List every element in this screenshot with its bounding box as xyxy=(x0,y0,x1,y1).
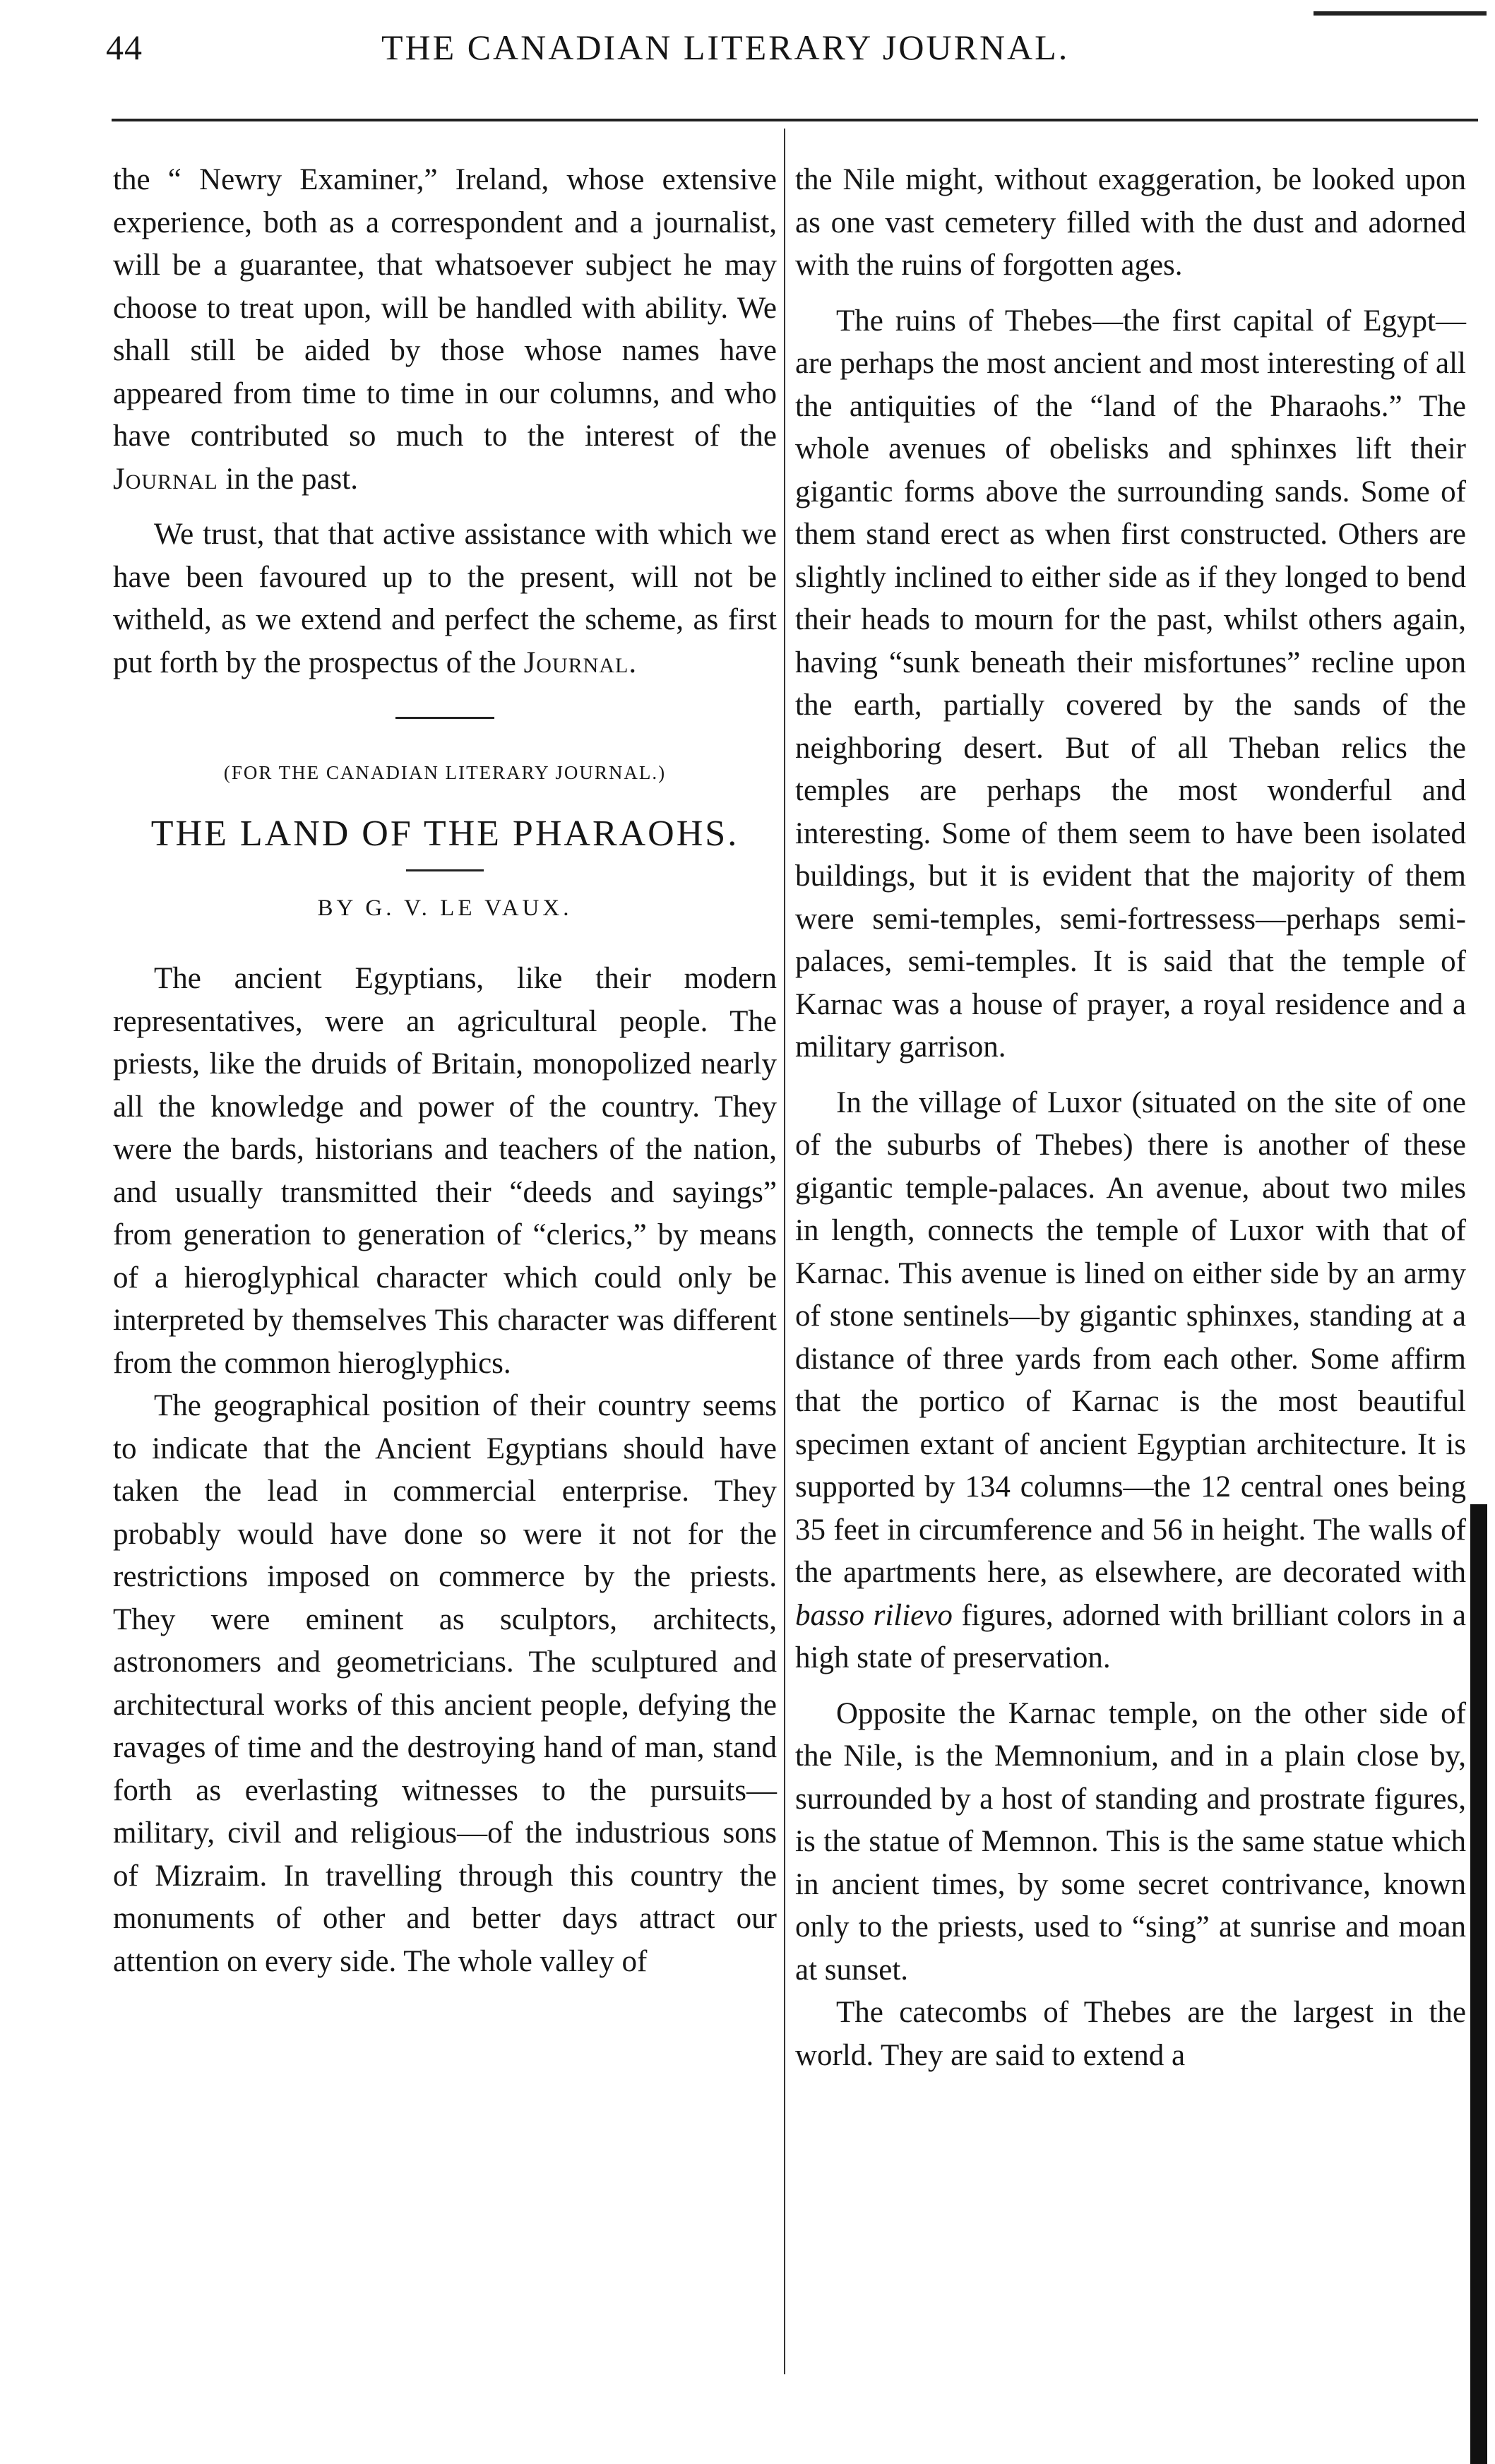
left-column xyxy=(113,159,777,1983)
article-paragraph: The ancient Egyptians, like their modern representatives, were an agricultural people. The priests, like the druids of Britain, monopolized nearly all the knowledge and power of the country. They were the bards, historians and teachers of the nation, and usually transmitted their “deeds and sayings” from generation to generation of “clerics,” by means of a hieroglyphical character which could only be interpreted by themselves This character was different from the common hieroglyphics. xyxy=(113,962,777,1380)
article-title: THE LAND OF THE PHARAOHS. xyxy=(150,813,739,854)
scan-edge-shadow xyxy=(1470,1504,1487,2464)
top-edge-rule xyxy=(1314,11,1487,16)
continued-paragraph: the “ Newry Examiner,” Ireland, whose extensive experience, both as a correspondent and a journalist, will be a guarantee, that whatsoever subject he may choose to treat upon, will be handled with ability. We shall still be aided by those whose names have appeared from time to time in our columns, and who have contributed so much to the interest of the Journal in the past. xyxy=(113,163,777,496)
italic-term: basso rilievo xyxy=(795,1598,953,1632)
article-paragraph: In the village of Luxor (situated on the site of one of the suburbs of Thebes) there is another of these gigantic temple-palaces. An avenue, about two miles in length, connects the temple of Luxor with that of Karnac. This avenue is lined on either side by an army of stone sentinels—by gigantic sphinxes, standing at a distance of three yards from each other. Some affirm that the portico of Karnac is the most beautiful specimen extant of ancient Egyptian architecture. It is supported by 134 columns—the 12 central ones being 35 feet in circumference and 56 in height. The walls of the apartments here, as elsewhere, are decorated with basso rilievo figures, adorned with brilliant colors in a high state of preservation. xyxy=(795,1085,1466,1674)
running-head: THE CANADIAN LITERARY JOURNAL. xyxy=(381,28,1070,67)
right-column xyxy=(795,159,1466,2077)
article-paragraph: The ruins of Thebes—the first capital of Egypt—are perhaps the most ancient and most interesting of all the antiquities of the “land of the Pharaohs.” The whole avenues of obelisks and sphinxes lift their gigantic forms above the surrounding sands. Some of them stand erect as when first constructed. Others are slightly inclined to either side as if they longed to bend their heads to mourn for the past, whilst others again, having “sunk beneath their misfortunes” recline upon the earth, partially covered by the sands of the neighboring desert. But of all Theban relics the temples are perhaps the most wonderful and interesting. Some of them seem to have been isolated buildings, but it is evident that the majority of them were semi-temples, semi-fortressess—perhaps semi-palaces, semi-temples. It is said that the temple of Karnac was a house of prayer, a royal residence and a military garrison. xyxy=(795,304,1466,1064)
article-paragraph: The geographical position of their country seems to indicate that the Ancient Egyptians should have taken the lead in commercial enterprise. They probably would have done so were it not for the restrictions imposed on commerce by the priests. They were eminent as sculptors, architects, astronomers and geometricians. The sculptured and architectural works of this ancient people, defying the ravages of time and the destroying hand of man, stand forth as everlasting witnesses to the pursuits—military, civil and religious—of the industrious sons of Mizraim. In travelling through this country the monuments of other and better days attract our attention on every side. The whole valley of xyxy=(113,1389,777,1978)
article-paragraph: the Nile might, without exaggeration, be looked upon as one vast cemetery filled with the dust and adorned with the ruins of forgotten ages. xyxy=(795,163,1466,282)
header-rule xyxy=(112,119,1478,121)
journal-name: Journal xyxy=(113,462,218,496)
article-paragraph: The catecombs of Thebes are the largest in the world. They are said to extend a xyxy=(795,1996,1466,2072)
page-number: 44 xyxy=(106,28,143,67)
column-divider xyxy=(784,129,785,2374)
closing-paragraph: We trust, that that active assistance with which we have been favoured up to the present, will not be witheld, as we extend and perfect the scheme, as first put forth by the prospectus of the Journal. xyxy=(113,518,777,679)
section-separator xyxy=(395,717,494,719)
article-paragraph: Opposite the Karnac temple, on the other side of the Nile, is the Memnonium, and in a plain close by, surrounded by a host of standing and prostrate figures, is the statue of Memnon. This is the same statue which in ancient times, by some secret contrivance, known only to the priests, used to “sing” at sunrise and moan at sunset. xyxy=(795,1696,1466,1987)
journal-name: Journal xyxy=(523,645,629,679)
title-rule xyxy=(406,869,484,871)
byline: BY G. V. LE VAUX. xyxy=(317,895,573,921)
source-note: (FOR THE CANADIAN LITERARY JOURNAL.) xyxy=(223,762,667,783)
